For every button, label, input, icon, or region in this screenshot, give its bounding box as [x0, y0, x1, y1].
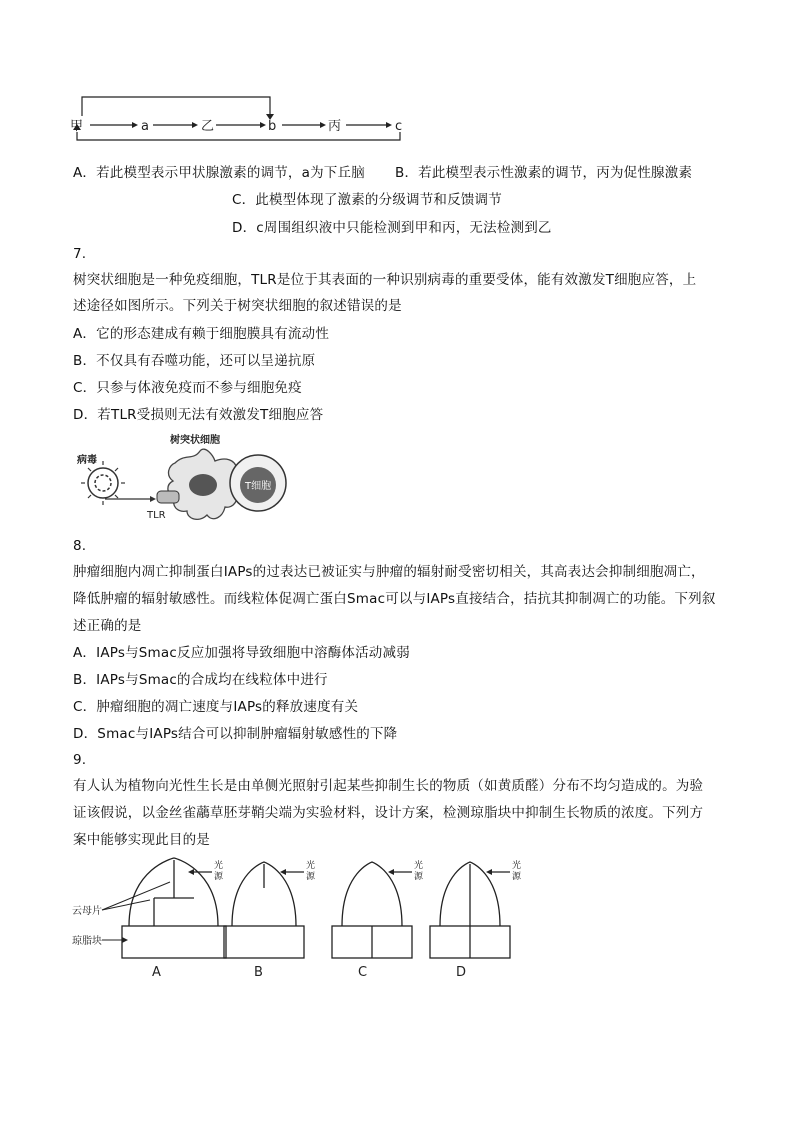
q7-option-c: C．只参与体液免疫而不参与细胞免疫: [73, 380, 302, 396]
q7-number: 7.: [73, 246, 87, 262]
light-label-a2: 源: [214, 872, 224, 882]
q9-stem-line1: 有人认为植物向光性生长是由单侧光照射引起某些抑制生长的物质（如黄质醛）分布不均匀造成的。为验: [73, 778, 704, 794]
light-label-d2: 源: [512, 872, 522, 882]
q8-stem-line3: 述正确的是: [73, 618, 142, 634]
node-jia: 甲: [70, 119, 84, 134]
q7-option-d: D．若TLR受损则无法有效激发T细胞应答: [73, 407, 324, 423]
q6-option-b: B．若此模型表示性激素的调节，丙为促性腺激素: [395, 165, 693, 181]
q8-stem-line1: 肿瘤细胞内凋亡抑制蛋白IAPs的过表达已被证实与肿瘤的辐射耐受密切相关，其高表达会抑制细胞凋亡，: [73, 564, 705, 580]
light-label-a1: 光: [214, 861, 224, 871]
setup-c: [332, 862, 412, 958]
node-b: b: [268, 119, 277, 134]
agar-label: 琼脂块: [72, 936, 102, 947]
light-label-b1: 光: [306, 861, 316, 871]
dendritic-cell-label: 树突状细胞: [170, 435, 220, 446]
q8-number: 8.: [73, 538, 87, 554]
q7-option-a: A．它的形态建成有赖于细胞膜具有流动性: [73, 326, 330, 342]
coleoptile-experiment-figure: [72, 858, 532, 978]
light-label-c2: 源: [414, 872, 424, 882]
mica-label: 云母片: [72, 906, 102, 917]
tlr-label: TLR: [147, 510, 166, 521]
setup-label-b: B: [254, 965, 263, 980]
q7-option-b: B．不仅具有吞噬功能，还可以呈递抗原: [73, 353, 316, 369]
light-label-d1: 光: [512, 861, 522, 871]
hormone-regulation-diagram: [70, 92, 420, 142]
q6-option-c: C．此模型体现了激素的分级调节和反馈调节: [232, 192, 502, 208]
setup-label-d: D: [456, 965, 467, 980]
q9-stem-line3: 案中能够实现此目的是: [73, 832, 210, 848]
q8-option-d: D．Smac与IAPs结合可以抑制肿瘤辐射敏感性的下降: [73, 726, 398, 742]
q6-option-a: A．若此模型表示甲状腺激素的调节，a为下丘脑: [73, 165, 365, 181]
q8-option-c: C．肿瘤细胞的凋亡速度与IAPs的释放速度有关: [73, 699, 359, 715]
node-yi: 乙: [201, 119, 215, 134]
q8-stem-line2: 降低肿瘤的辐射敏感性。而线粒体促凋亡蛋白Smac可以与IAPs直接结合，拮抗其抑制凋亡的功能。下列叙: [73, 591, 716, 607]
light-label-c1: 光: [414, 861, 424, 871]
node-a: a: [141, 119, 149, 134]
q8-option-a: A．IAPs与Smac反应加强将导致细胞中溶酶体活动减弱: [73, 645, 410, 661]
setup-a: [122, 858, 226, 958]
tcell-label: T细胞: [245, 481, 272, 492]
q9-number: 9.: [73, 752, 87, 768]
q7-stem-line1: 树突状细胞是一种免疫细胞，TLR是位于其表面的一种识别病毒的重要受体，能有效激发T细胞应答，上: [73, 272, 697, 288]
q7-stem-line2: 述途径如图所示。下列关于树突状细胞的叙述错误的是: [73, 298, 402, 314]
q8-option-b: B．IAPs与Smac的合成均在线粒体中进行: [73, 672, 328, 688]
setup-b: [224, 862, 304, 958]
setup-label-c: C: [358, 965, 368, 980]
light-label-b2: 源: [306, 872, 316, 882]
q6-option-d: D．c周围组织液中只能检测到甲和丙，无法检测到乙: [232, 220, 552, 236]
q9-stem-line2: 证该假说，以金丝雀虉草胚芽鞘尖端为实验材料，设计方案，检测琼脂块中抑制生长物质的浓度。下列方: [73, 805, 704, 821]
setup-d: [430, 862, 510, 958]
node-c: c: [395, 119, 403, 134]
setup-label-a: A: [152, 965, 161, 980]
node-bing: 丙: [328, 119, 342, 134]
virus-label: 病毒: [77, 455, 97, 466]
dendritic-cell-figure: [75, 433, 290, 533]
